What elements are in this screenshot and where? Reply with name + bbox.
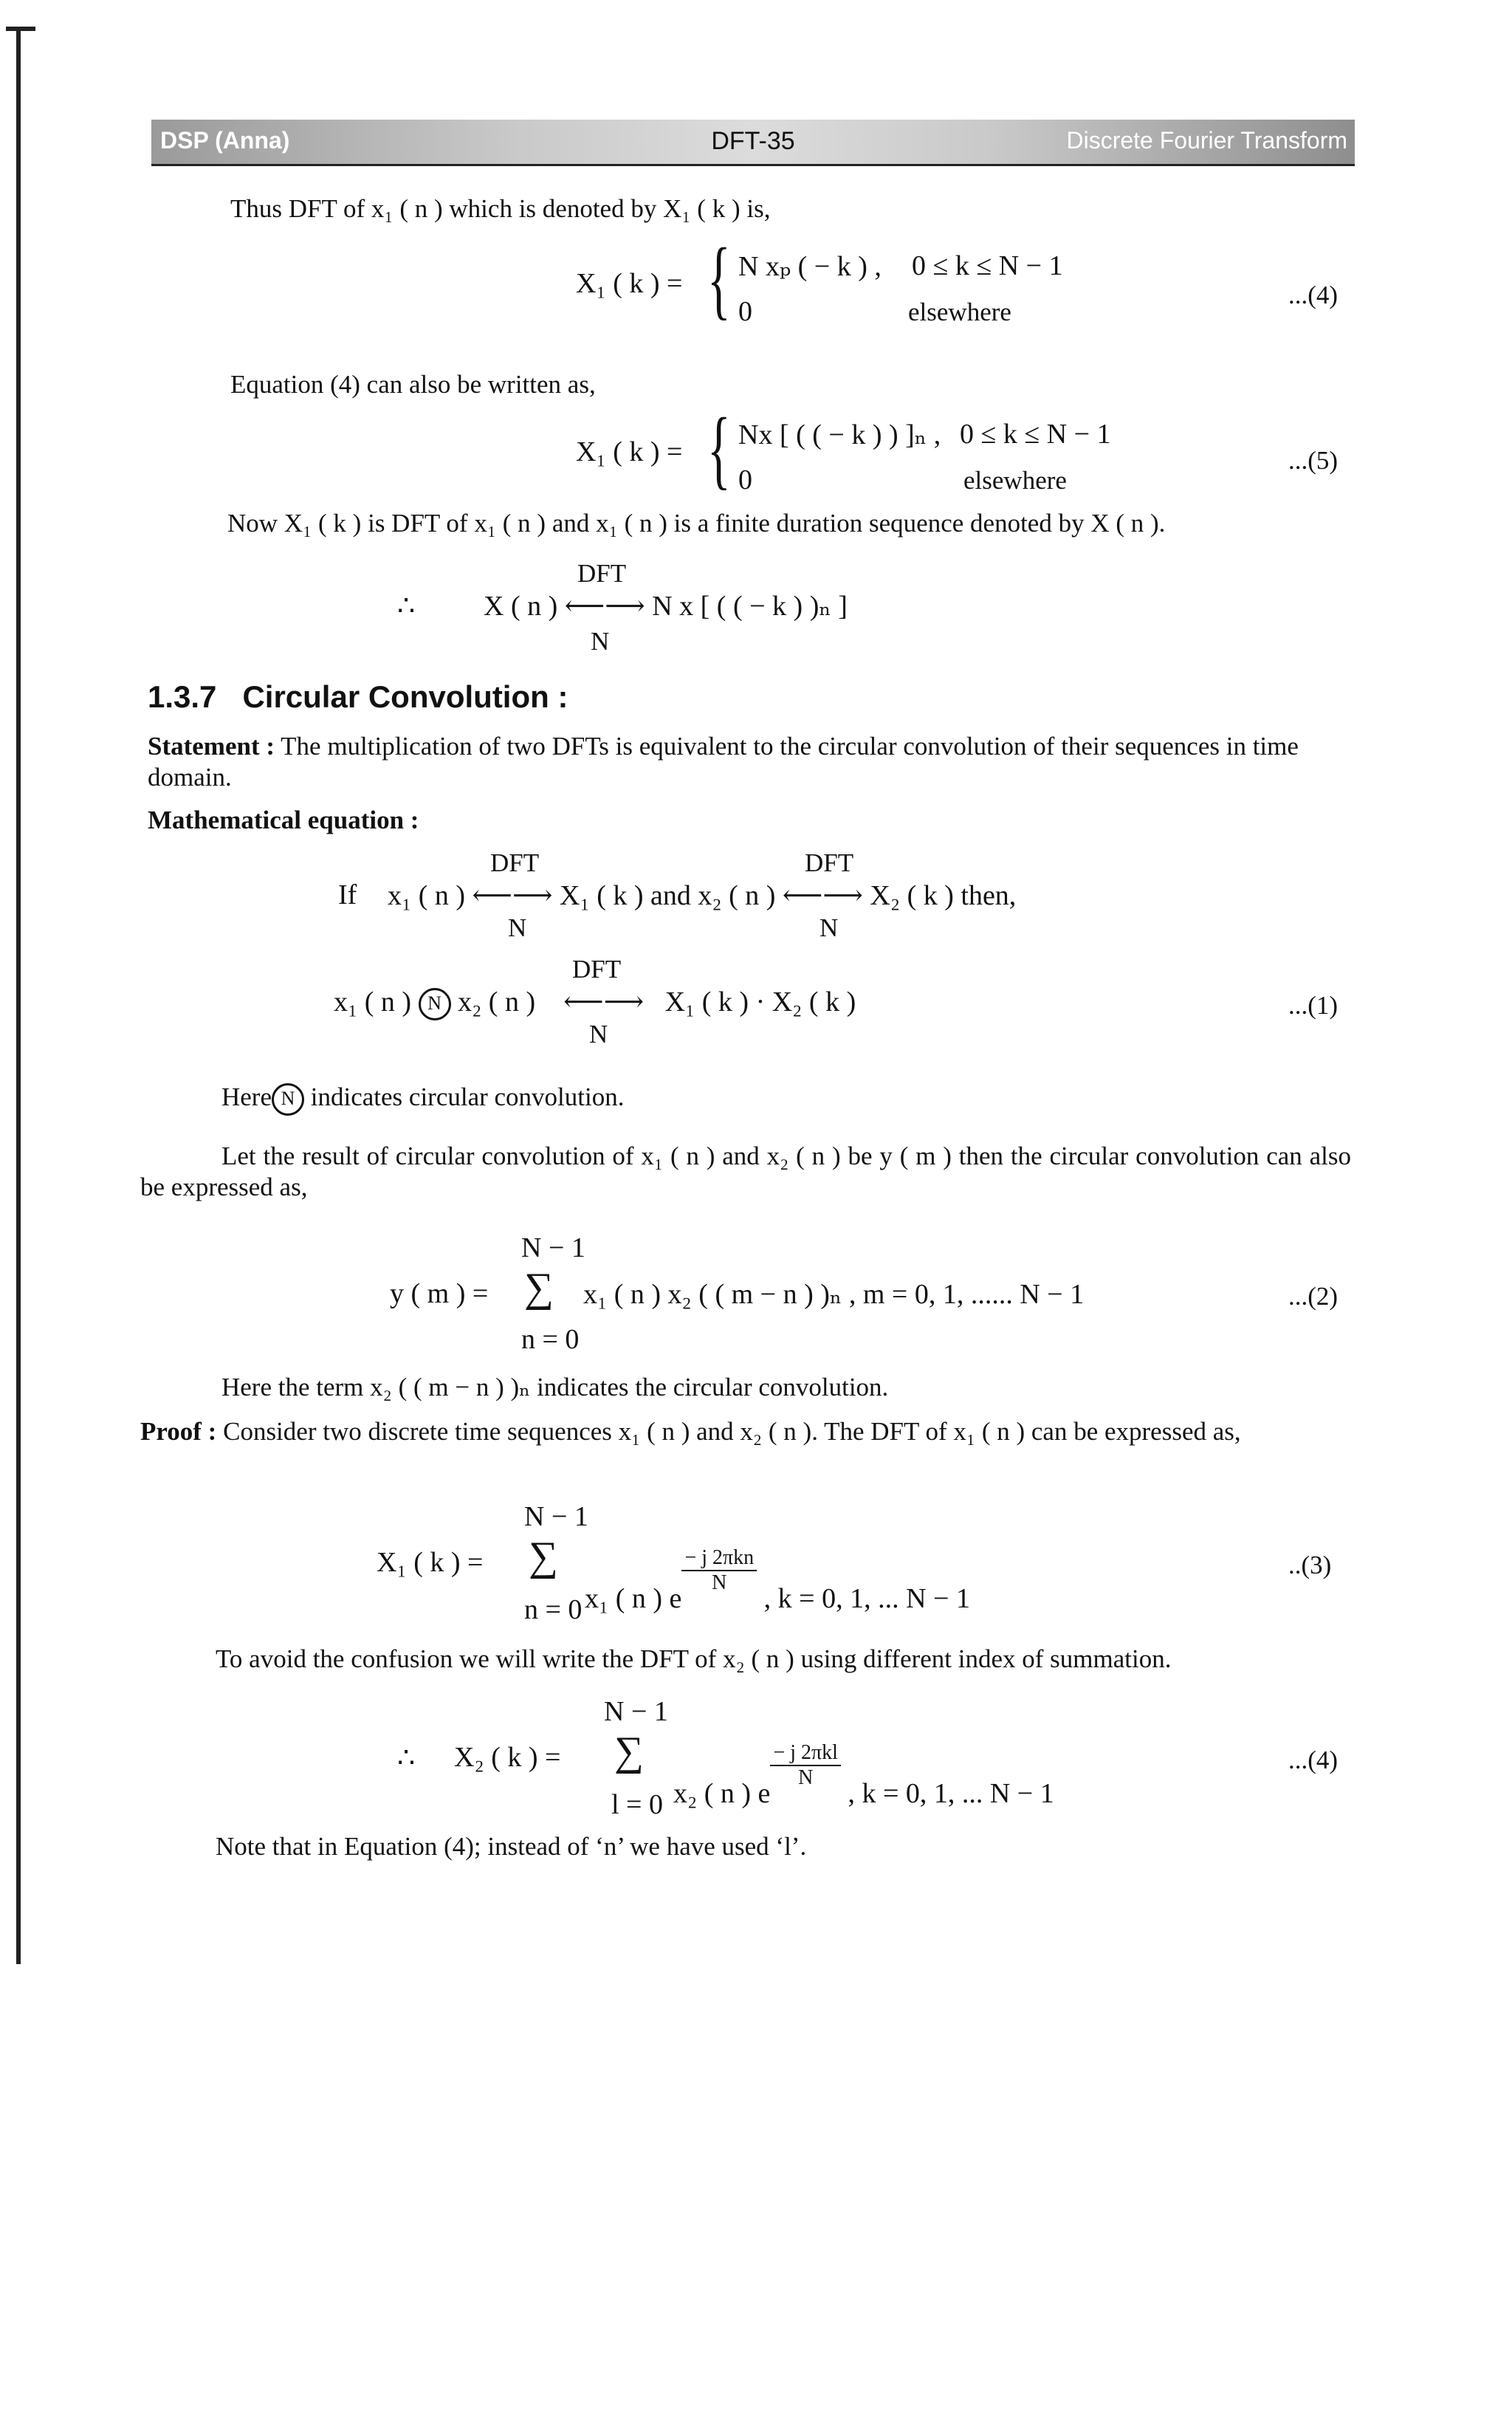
eq3-sigma: ∑ [529,1534,558,1579]
note-line: Note that in Equation (4); instead of ‘n’ we have used ‘l’. [216,1832,807,1861]
if-n-label-2: N [819,913,839,942]
binding-mark-top [6,27,35,31]
math-equation-label: Mathematical equation : [148,806,419,834]
eq4b-sigma: ∑ [614,1729,644,1774]
eq2-upper-limit: N − 1 [521,1232,585,1263]
header-chapter-title: Discrete Fourier Transform [1066,127,1347,154]
eq5-case1-expr: Nx [ ( ( − k ) ) ]ₙ , [738,419,941,450]
header-left: DSP (Anna) [160,127,290,154]
circular-convolution-symbol: N [419,988,451,1020]
eq2-sigma: ∑ [524,1265,554,1311]
eq1-arrow: ⟵⟶ [563,986,645,1018]
avoid-confusion-line: To avoid the confusion we will write the DFT of x₂ ( n ) using different index of summation. [216,1644,1172,1673]
eq1-right: X₁ ( k ) · X₂ ( k ) [664,986,856,1018]
proof-paragraph [140,1416,1351,1447]
eq4b-exp-den: N [798,1766,814,1789]
here-text-b: indicates circular convolution. [304,1082,625,1111]
binding-edge [16,30,21,1964]
intro-line: Thus DFT of x₁ ( n ) which is denoted by X₁ ( k ) is, [230,194,771,223]
statement-label: Statement : [148,732,275,761]
eq5-case2-expr: 0 [738,464,752,495]
eq3-exp-den: N [712,1571,727,1594]
equation-rewrite-line: Equation (4) can also be written as, [230,370,596,399]
eq4a-lhs: X₁ ( k ) = [576,268,683,299]
circ-meaning-line [221,1082,624,1116]
eq4b-expr [673,1741,1054,1810]
eq3-upper-limit: N − 1 [524,1501,588,1532]
eq5-case2-cond: elsewhere [963,466,1067,495]
let-result-paragraph: Let the result of circular convolution of x₁ ( n ) and x₂ ( n ) be y ( m ) then the circular convolution can also be expressed as, [140,1142,1351,1201]
eq2-expr: x₁ ( n ) x₂ ( ( m − n ) )ₙ , m = 0, 1, ...... N − 1 [583,1279,1085,1310]
eq1-mid: x₂ ( n ) [458,986,536,1018]
eq4a-case1-expr: N xₚ ( − k ) , [738,251,882,282]
eq3-number: ..(3) [1288,1551,1332,1579]
eq1-expression [334,985,856,1020]
term-explanation-line: Here the term x₂ ( ( m − n ) )ₙ indicates the circular convolution. [221,1373,889,1401]
eq1-left: x₁ ( n ) [334,986,412,1018]
eq4a-case2-cond: elsewhere [908,298,1011,326]
eq4b-exp-num: − j 2πkl [770,1741,841,1766]
eq3-exp-num: − j 2πkn [681,1546,757,1571]
eq3-expr [585,1546,970,1615]
eq4b-body: x₂ ( n ) e [673,1778,771,1810]
eq4a-number: ...(4) [1288,281,1339,309]
if-dft-label-1: DFT [490,848,540,877]
eq5-case1-cond: 0 ≤ k ≤ N − 1 [960,419,1111,450]
eq4b-therefore: ∴ [397,1743,416,1774]
if-prefix: If [338,879,357,910]
eq3-lower-limit: n = 0 [524,1594,583,1625]
eq3-body: x₁ ( n ) e [585,1583,682,1615]
eq3-lhs: X₁ ( k ) = [377,1547,484,1578]
proof-text: Consider two discrete time sequences x₁ ( n ) and x₂ ( n ). The DFT of x₁ ( n ) can be expressed as, [216,1417,1241,1446]
page-header [151,120,1355,166]
eq4b-upper-limit: N − 1 [604,1696,668,1727]
eq5-brace: { [707,399,731,498]
section-number: 1.3.7 [148,679,217,714]
header-page-number: DFT-35 [711,127,795,155]
eq4b-tail: , k = 0, 1, ... N − 1 [848,1778,1054,1810]
eq5-lhs: X₁ ( k ) = [576,436,683,467]
eq1-number: ...(1) [1288,991,1339,1020]
eq4b-exponent [770,1741,841,1790]
statement-paragraph [148,731,1351,793]
eq4a-case1-cond: 0 ≤ k ≤ N − 1 [912,250,1063,281]
eq4a-case2-expr: 0 [738,296,752,327]
eq1-dft-label: DFT [572,955,622,984]
eq4b-number: ...(4) [1288,1746,1339,1774]
finite-duration-line: Now X₁ ( k ) is DFT of x₁ ( n ) and x₁ ( n ) is a finite duration sequence denoted by X ( n ). [227,509,1166,538]
circular-convolution-symbol-inline: N [272,1083,304,1116]
eq3-exponent [681,1546,757,1595]
therefore-symbol: ∴ [397,591,416,622]
eq5-number: ...(5) [1288,446,1339,475]
eq4b-lower-limit: l = 0 [611,1789,663,1820]
therefore-n-label: N [591,627,610,656]
proof-label: Proof : [140,1417,217,1446]
eq2-lhs: y ( m ) = [390,1278,489,1309]
eq4b-lhs: X₂ ( k ) = [454,1742,561,1773]
therefore-dft-label: DFT [577,559,627,588]
therefore-expr: X ( n ) ⟵⟶ N x [ ( ( − k ) )ₙ ] [484,591,848,622]
eq2-number: ...(2) [1288,1282,1339,1311]
statement-text: The multiplication of two DFTs is equivalent to the circular convolution of their sequences in time domain. [148,732,1299,792]
eq2-lower-limit: n = 0 [521,1324,580,1355]
here-text-a: Here [221,1082,272,1111]
section-heading [148,679,568,715]
eq3-tail: , k = 0, 1, ... N − 1 [763,1583,970,1615]
if-dft-label-2: DFT [805,848,854,877]
section-title: Circular Convolution : [242,679,568,714]
if-n-label-1: N [508,913,527,942]
eq4a-brace: { [707,230,731,328]
if-expr: x₁ ( n ) ⟵⟶ X₁ ( k ) and x₂ ( n ) ⟵⟶ X₂ ( k ) then, [388,880,1017,911]
eq1-n-label: N [589,1020,608,1049]
